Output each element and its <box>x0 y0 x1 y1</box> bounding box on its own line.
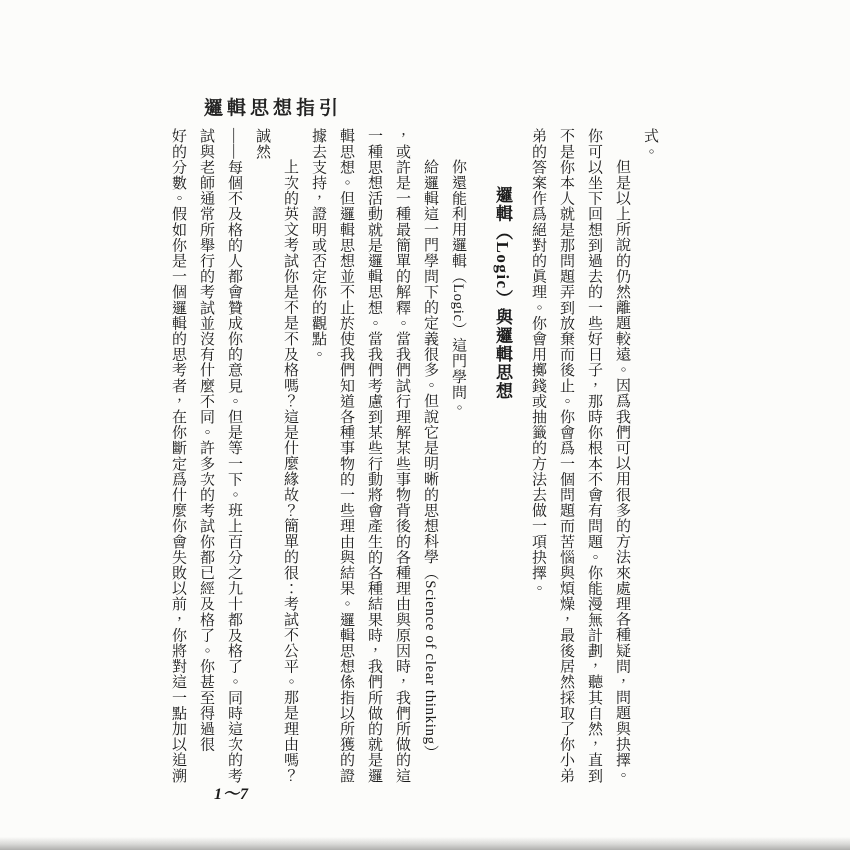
page-number: 1～7 <box>214 786 250 803</box>
text-column-3: 你可以坐下回想到過去的一些好日子，那時你根本不會有問題。你能漫無計劃，聽其自然，直到 <box>586 128 602 784</box>
text-column-4: 不是你本人就是那問題弄到放棄而後止。你會爲一個問題而苦惱與煩燥，最後居然採取了你小弟 <box>558 128 574 784</box>
text-column-7: 你還能利用邏輯（Logic）這門學問。 <box>450 159 466 416</box>
section-heading: 邏輯（Logic）與邏輯思想 <box>493 186 512 401</box>
scan-edge-shadow <box>0 837 850 850</box>
text-column-5: 弟的答案作爲絕對的眞理。你會用擲錢或抽籤的方法去做一項抉擇。 <box>530 128 546 596</box>
text-column-13: 上次的英文考試你是不是不及格嗎？這是什麼緣故？簡單的很：考試不公平。那是理由嗎？誠然 <box>254 128 298 783</box>
text-column-1: 式。 <box>642 128 658 160</box>
text-column-15: 試與老師通常所舉行的考試並沒有什麼不同。許多次的考試你都已經及格了。你甚至得過很 <box>198 128 214 752</box>
text-column-8: 給邏輯這一門學問下的定義很多。但說它是明晰的思想科學（Science of clear thinking） <box>422 159 438 761</box>
body-text-columns <box>164 128 664 790</box>
text-column-14: ——每個不及格的人都會贊成你的意見。但是等一下。班上百分之九十都及格了。同時這次的考 <box>226 128 242 784</box>
text-column-10: 一種思想活動就是邏輯思想。當我們考慮到某些行動將會產生的各種結果時，我們所做的就是邏 <box>366 128 382 784</box>
text-column-9: ，或許是一種最簡單的解釋。當我們試行理解某些事物背後的各種理由與原因時，我們所做的這 <box>394 128 410 784</box>
running-head-title: 邏輯思想指引 <box>204 98 343 119</box>
text-column-11: 輯思想。但邏輯思想並不止於使我們知道各種事物的一些理由與結果。邏輯思想係指以所獲的證 <box>338 128 354 784</box>
text-column-16: 好的分數。假如你是一個邏輯的思考者，在你斷定爲什麼你會失敗以前，你將對這一點加以追溯 <box>170 128 186 784</box>
text-column-12: 據去支持，證明或否定你的觀點。 <box>310 128 326 362</box>
text-column-2: 但是以上所說的仍然離題較遠。因爲我們可以用很多的方法來處理各種疑問，問題與抉擇。 <box>614 159 630 783</box>
